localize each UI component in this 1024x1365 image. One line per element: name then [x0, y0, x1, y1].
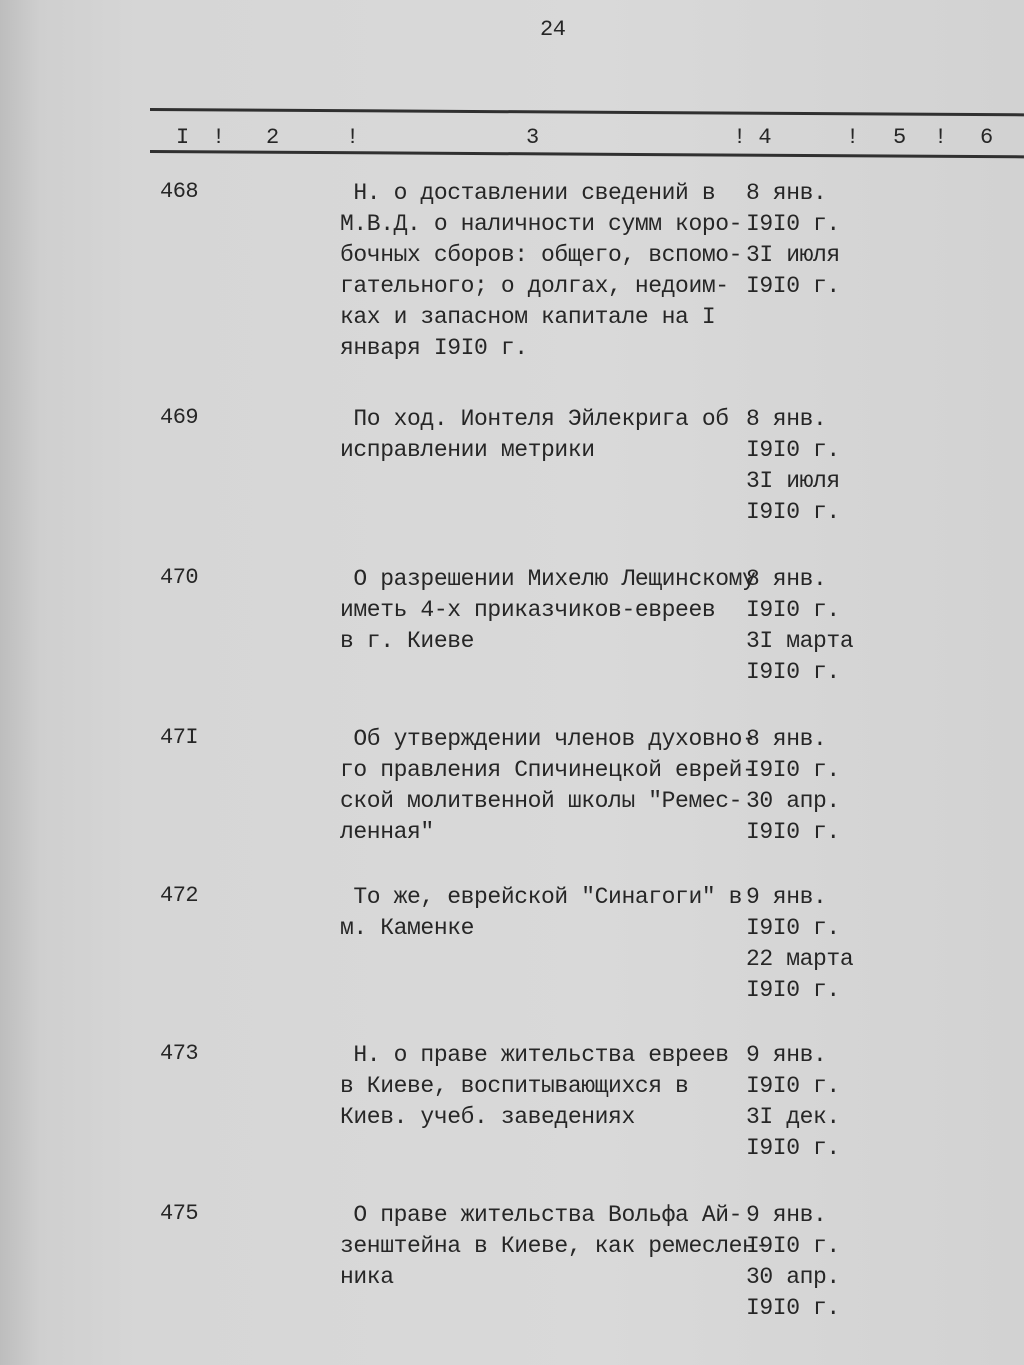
header-col-5: 5	[893, 125, 906, 150]
date-line: 30 апр.	[746, 1264, 840, 1290]
table-top-rule	[150, 108, 1024, 116]
date-line: 22 марта	[746, 946, 854, 972]
description-line: О праве жительства Вольфа Ай-	[340, 1202, 743, 1228]
date-line: 8 янв.	[746, 406, 827, 432]
date-line: 9 янв.	[746, 1042, 827, 1068]
entry-number: 470	[160, 565, 199, 590]
entry-description	[340, 1200, 769, 1293]
date-line: I9I0 г.	[746, 1073, 840, 1099]
description-line: в Киеве, воспитывающихся в	[340, 1073, 689, 1099]
date-line: I9I0 г.	[746, 273, 840, 299]
header-col-3: 3	[526, 125, 539, 150]
entry-description	[340, 178, 742, 364]
date-line: 9 янв.	[746, 1202, 827, 1228]
header-col-1: I	[176, 125, 189, 150]
page-number: 24	[540, 17, 566, 42]
date-line: I9I0 г.	[746, 1295, 840, 1321]
description-line: По ход. Ионтеля Эйлекрига об	[340, 406, 729, 432]
date-line: 3I марта	[746, 628, 854, 654]
date-line: 30 апр.	[746, 788, 840, 814]
date-line: I9I0 г.	[746, 211, 840, 237]
description-line: ках и запасном капитале на I	[340, 304, 716, 330]
entry-dates	[746, 564, 853, 688]
entry-description	[340, 404, 729, 466]
description-line: зенштейна в Киеве, как ремеслен-	[340, 1233, 769, 1259]
description-line: го правления Спичинецкой еврей-	[340, 757, 756, 783]
description-line: Н. о доставлении сведений в	[340, 180, 716, 206]
date-line: 3I июля	[746, 468, 840, 494]
date-line: 8 янв.	[746, 180, 827, 206]
description-line: То же, еврейской "Синагоги" в	[340, 884, 743, 910]
entry-number: 47I	[160, 725, 199, 750]
description-line: Киев. учеб. заведениях	[340, 1104, 635, 1130]
description-line: Н. о праве жительства евреев	[340, 1042, 729, 1068]
description-line: м. Каменке	[340, 915, 475, 941]
entry-dates	[746, 1040, 840, 1164]
description-line: гательного; о долгах, недоим-	[340, 273, 729, 299]
date-line: I9I0 г.	[746, 437, 840, 463]
entry-description	[340, 724, 755, 848]
description-line: ленная"	[340, 819, 434, 845]
date-line: I9I0 г.	[746, 597, 840, 623]
entry-description	[340, 1040, 729, 1133]
description-line: иметь 4-х приказчиков-евреев	[340, 597, 716, 623]
description-line: М.В.Д. о наличности сумм коро-	[340, 211, 743, 237]
entry-dates	[746, 404, 840, 528]
entry-number: 472	[160, 883, 199, 908]
entry-dates	[746, 882, 853, 1006]
entry-number: 469	[160, 405, 199, 430]
entry-number: 473	[160, 1041, 199, 1066]
description-line: О разрешении Михелю Лещинскому	[340, 566, 756, 592]
header-separator: !	[346, 125, 359, 150]
header-separator: !	[846, 125, 859, 150]
header-col-2: 2	[266, 125, 279, 150]
date-line: I9I0 г.	[746, 915, 840, 941]
date-line: 9 янв.	[746, 884, 827, 910]
entry-dates	[746, 724, 840, 848]
description-line: бочных сборов: общего, вспомо-	[340, 242, 743, 268]
description-line: января I9I0 г.	[340, 335, 528, 361]
date-line: 8 янв.	[746, 726, 827, 752]
description-line: исправлении метрики	[340, 437, 595, 463]
description-line: в г. Киеве	[340, 628, 475, 654]
date-line: 3I июля	[746, 242, 840, 268]
header-separator: !	[212, 125, 225, 150]
date-line: I9I0 г.	[746, 659, 840, 685]
entry-dates	[746, 1200, 840, 1324]
header-col-4: ! 4	[733, 125, 772, 150]
date-line: I9I0 г.	[746, 819, 840, 845]
entry-description	[340, 882, 742, 944]
description-line: ника	[340, 1264, 394, 1290]
date-line: I9I0 г.	[746, 499, 840, 525]
entry-number: 475	[160, 1201, 199, 1226]
date-line: I9I0 г.	[746, 977, 840, 1003]
entry-number: 468	[160, 179, 199, 204]
date-line: 3I дек.	[746, 1104, 840, 1130]
entry-dates	[746, 178, 840, 302]
header-col-6: 6	[980, 125, 993, 150]
description-line: ской молитвенной школы "Ремес-	[340, 788, 743, 814]
date-line: 8 янв.	[746, 566, 827, 592]
entry-description	[340, 564, 755, 657]
date-line: I9I0 г.	[746, 1135, 840, 1161]
description-line: Об утверждении членов духовно-	[340, 726, 756, 752]
header-separator: !	[934, 125, 947, 150]
date-line: I9I0 г.	[746, 757, 840, 783]
date-line: I9I0 г.	[746, 1233, 840, 1259]
